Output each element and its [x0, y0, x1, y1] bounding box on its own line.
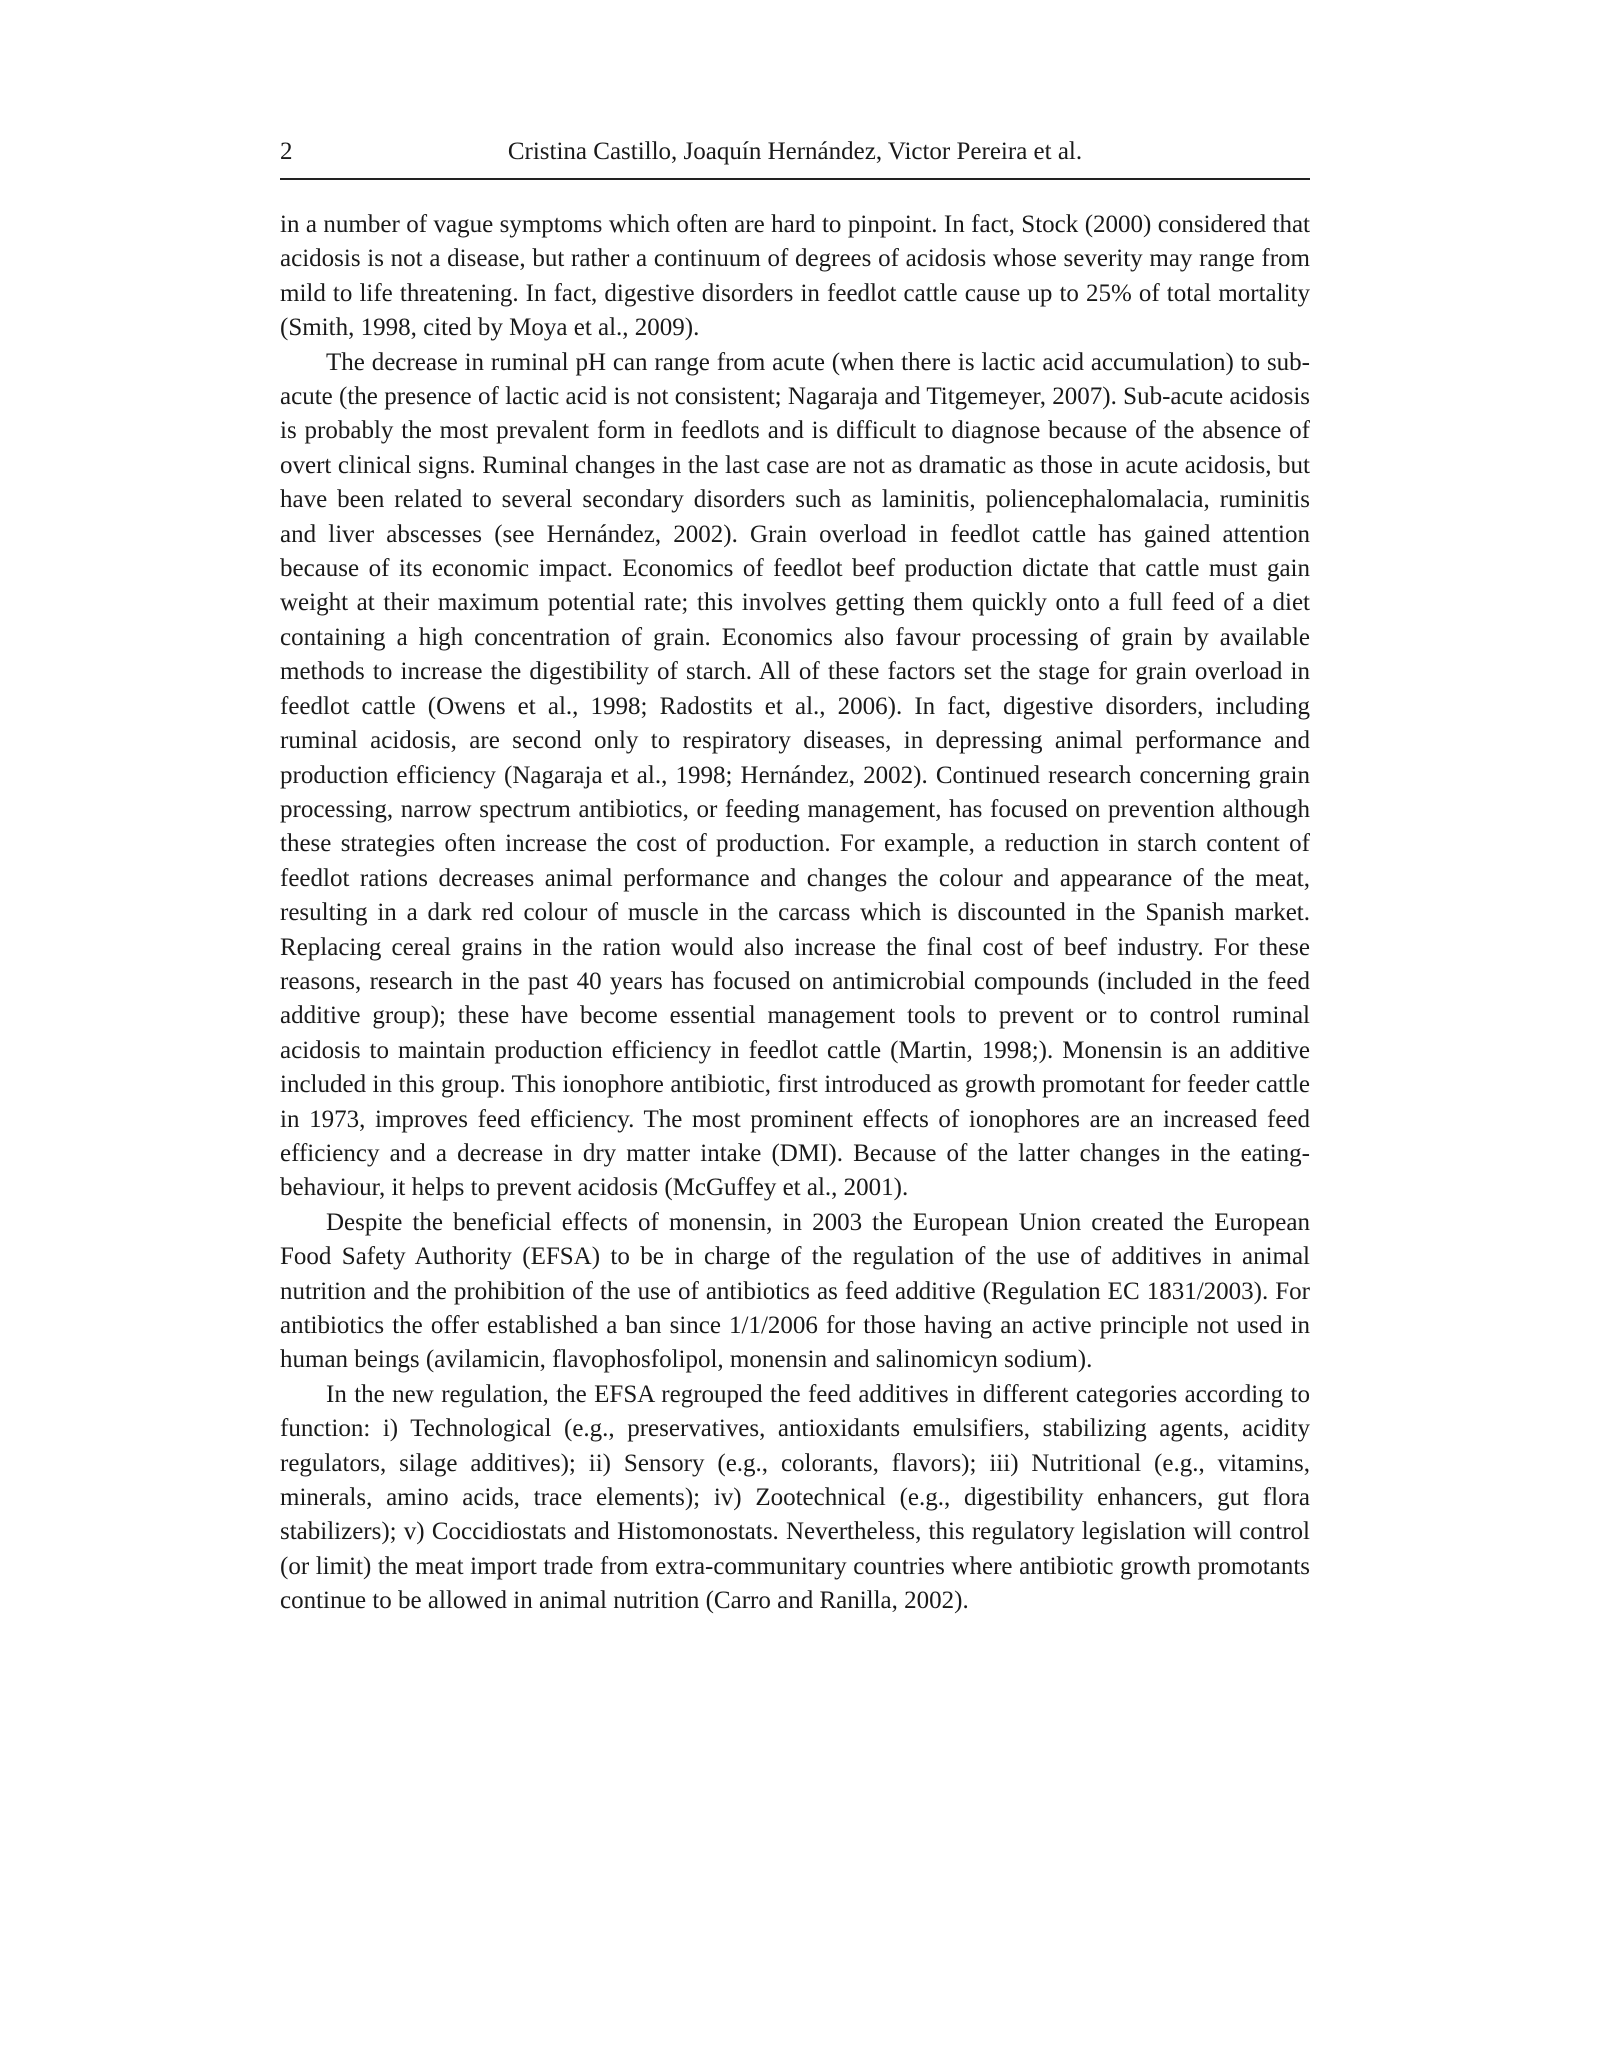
- body-text: [280, 208, 1310, 1619]
- paragraph: in a number of vague symptoms which often are hard to pinpoint. In fact, Stock (2000) considered that acidosis is not a disease, but rather a continuum of degrees of acidosis whose severity may range from mild to life threatening. In fact, digestive disorders in feedlot cattle cause up to 25% of total mortality (Smith, 1998, cited by Moya et al., 2009).: [280, 211, 1310, 342]
- page-number: 2: [280, 138, 293, 165]
- paragraph: Despite the beneficial effects of monensin, in 2003 the European Union created the European Food Safety Authority (EFSA) to be in charge of the regulation of the use of additives in animal nutrition and the prohibition of the use of antibiotics as feed additive (Regulation EC 1831/2003). For antibiotics the offer established a ban since 1/1/2006 for those having an active principle not used in human beings (avilamicin, flavophosfolipol, monensin and salinomicyn sodium).: [280, 1208, 1310, 1374]
- paragraph: In the new regulation, the EFSA regrouped the feed additives in different categories according to function: i) Technological (e.g., preservatives, antioxidants emulsifiers, stabilizing agents, acidity regulators, silage additives); ii) Sensory (e.g., colorants, flavors); iii) Nutritional (e.g., vitamins, minerals, amino acids, trace elements); iv) Zootechnical (e.g., digestibility enhancers, gut flora stabilizers); v) Coccidiostats and Histomonostats. Nevertheless, this regulatory legislation will control (or limit) the meat import trade from extra-communitary countries where antibiotic growth promotants continue to be allowed in animal nutrition (Carro and Ranilla, 2002).: [280, 1380, 1310, 1615]
- page-header: [280, 136, 1310, 180]
- paragraph: The decrease in ruminal pH can range from acute (when there is lactic acid accumulation) to sub-acute (the presence of lactic acid is not consistent; Nagaraja and Titgemeyer, 2007). Sub-acute acidosis is probably the most prevalent form in feedlots and is difficult to diagnose because of the absence of overt clinical signs. Ruminal changes in the last case are not as dramatic as those in acute acidosis, but have been related to several secondary disorders such as laminitis, poliencephalomalacia, ruminitis and liver abscesses (see Hernández, 2002). Grain overload in feedlot cattle has gained attention because of its economic impact. Economics of feedlot beef production dictate that cattle must gain weight at their maximum potential rate; this involves getting them quickly onto a full feed of a diet containing a high concentration of grain. Economics also favour processing of grain by available methods to increase the digestibility of starch. All of these factors set the stage for grain overload in feedlot cattle (Owens et al., 1998; Radostits et al., 2006). In fact, digestive disorders, including ruminal acidosis, are second only to respiratory diseases, in depressing animal performance and production efficiency (Nagaraja et al., 1998; Hernández, 2002). Continued research concerning grain processing, narrow spectrum antibiotics, or feeding management, has focused on prevention although these strategies often increase the cost of production. For example, a reduction in starch content of feedlot rations decreases animal performance and changes the colour and appearance of the meat, resulting in a dark red colour of muscle in the carcass which is discounted in the Spanish market. Replacing cereal grains in the ration would also increase the final cost of beef industry. For these reasons, research in the past 40 years has focused on antimicrobial compounds (included in the feed additive group); these have become essential management tools to prevent or to control ruminal acidosis to maintain production efficiency in feedlot cattle (Martin, 1998;). Monensin is an additive included in this group. This ionophore antibiotic, first introduced as growth promotant for feeder cattle in 1973, improves feed efficiency. The most prominent effects of ionophores are an increased feed efficiency and a decrease in dry matter intake (DMI). Because of the latter changes in the eating-behaviour, it helps to prevent acidosis (McGuffey et al., 2001).: [280, 348, 1310, 1202]
- running-head: Cristina Castillo, Joaquín Hernández, Victor Pereira et al.: [507, 138, 1083, 165]
